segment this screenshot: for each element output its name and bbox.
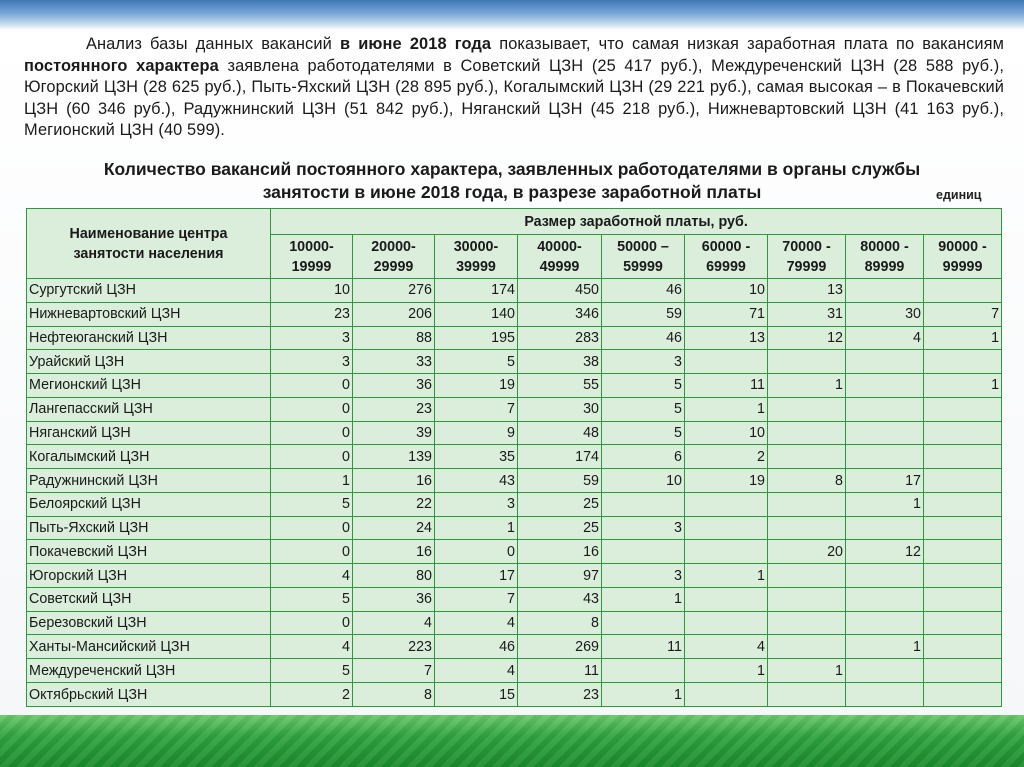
value-cell: 55 [518, 374, 602, 398]
value-cell [924, 564, 1002, 588]
value-cell: 4 [685, 635, 768, 659]
value-cell: 43 [518, 587, 602, 611]
value-cell: 17 [846, 469, 924, 493]
center-name-cell: Советский ЦЗН [27, 587, 271, 611]
value-cell: 5 [602, 421, 685, 445]
value-cell: 30 [846, 302, 924, 326]
table-row [27, 635, 1002, 659]
table-row [27, 587, 1002, 611]
value-cell: 13 [768, 279, 846, 303]
value-cell: 7 [435, 397, 518, 421]
center-name-cell: Няганский ЦЗН [27, 421, 271, 445]
value-cell [924, 469, 1002, 493]
value-cell [924, 683, 1002, 707]
value-cell: 11 [602, 635, 685, 659]
value-cell: 4 [435, 611, 518, 635]
value-cell: 39 [353, 421, 435, 445]
value-cell: 80 [353, 564, 435, 588]
value-cell: 1 [602, 683, 685, 707]
value-cell: 0 [271, 397, 353, 421]
value-cell: 1 [685, 659, 768, 683]
center-name-cell: Сургутский ЦЗН [27, 279, 271, 303]
value-cell: 450 [518, 279, 602, 303]
value-cell: 174 [435, 279, 518, 303]
value-cell: 8 [518, 611, 602, 635]
center-name-cell: Лангепасский ЦЗН [27, 397, 271, 421]
value-cell: 8 [353, 683, 435, 707]
value-cell: 1 [685, 564, 768, 588]
value-cell [924, 587, 1002, 611]
value-cell: 8 [768, 469, 846, 493]
value-cell: 10 [685, 421, 768, 445]
value-cell [924, 516, 1002, 540]
center-name-cell: Урайский ЦЗН [27, 350, 271, 374]
value-cell: 1 [846, 635, 924, 659]
value-cell [602, 492, 685, 516]
value-cell: 4 [271, 564, 353, 588]
value-cell: 1 [685, 397, 768, 421]
range-header [685, 235, 768, 279]
table-row [27, 564, 1002, 588]
center-name-cell: Покачевский ЦЗН [27, 540, 271, 564]
value-cell: 3 [602, 350, 685, 374]
value-cell: 6 [602, 445, 685, 469]
value-cell: 24 [353, 516, 435, 540]
center-name-cell: Югорский ЦЗН [27, 564, 271, 588]
value-cell: 15 [435, 683, 518, 707]
unit-note: единиц [936, 188, 982, 202]
range-to: 89999 [864, 258, 905, 275]
value-cell: 283 [518, 326, 602, 350]
value-cell: 0 [271, 540, 353, 564]
value-cell: 1 [924, 326, 1002, 350]
table-row [27, 540, 1002, 564]
value-cell: 2 [271, 683, 353, 707]
value-cell: 11 [518, 659, 602, 683]
value-cell [768, 683, 846, 707]
value-cell: 12 [846, 540, 924, 564]
value-cell: 59 [602, 302, 685, 326]
range-from: 30000- [453, 238, 499, 255]
value-cell: 0 [271, 374, 353, 398]
value-cell [846, 587, 924, 611]
value-cell: 16 [353, 469, 435, 493]
center-name-cell: Ханты-Мансийский ЦЗН [27, 635, 271, 659]
value-cell [924, 492, 1002, 516]
center-name-cell: Когалымский ЦЗН [27, 445, 271, 469]
value-cell: 140 [435, 302, 518, 326]
table-row [27, 350, 1002, 374]
value-cell: 20 [768, 540, 846, 564]
range-from: 60000 - [701, 238, 751, 255]
value-cell [602, 611, 685, 635]
value-cell [768, 397, 846, 421]
value-cell: 46 [602, 326, 685, 350]
top-decorative-band [0, 0, 1024, 30]
value-cell: 2 [685, 445, 768, 469]
value-cell: 97 [518, 564, 602, 588]
value-cell [924, 659, 1002, 683]
value-cell [685, 540, 768, 564]
table-row [27, 397, 1002, 421]
value-cell: 71 [685, 302, 768, 326]
value-cell: 0 [271, 516, 353, 540]
value-cell: 17 [435, 564, 518, 588]
range-header [924, 235, 1002, 279]
range-header [602, 235, 685, 279]
value-cell: 25 [518, 492, 602, 516]
value-cell: 10 [685, 279, 768, 303]
value-cell: 5 [271, 659, 353, 683]
range-from: 80000 - [860, 238, 909, 255]
range-from: 50000 – [617, 238, 669, 255]
range-to: 19999 [291, 258, 332, 275]
value-cell: 3 [602, 516, 685, 540]
range-header [271, 235, 353, 279]
intro-text-2: показывает, что самая низкая заработная плата по вакансиям [491, 35, 1004, 53]
value-cell [924, 421, 1002, 445]
value-cell [924, 279, 1002, 303]
salary-group-header: Размер заработной платы, руб. [271, 209, 1002, 235]
value-cell: 0 [271, 445, 353, 469]
range-header [768, 235, 846, 279]
value-cell [685, 587, 768, 611]
value-cell: 0 [271, 611, 353, 635]
table-row [27, 469, 1002, 493]
value-cell: 36 [353, 587, 435, 611]
value-cell [846, 397, 924, 421]
value-cell: 46 [602, 279, 685, 303]
value-cell: 12 [768, 326, 846, 350]
value-cell: 25 [518, 516, 602, 540]
intro-bold-type: постоянного характера [24, 56, 219, 75]
table-title [24, 158, 1000, 204]
value-cell [685, 350, 768, 374]
table-row [27, 445, 1002, 469]
value-cell: 10 [271, 279, 353, 303]
value-cell: 3 [271, 350, 353, 374]
value-cell: 23 [271, 302, 353, 326]
value-cell: 4 [846, 326, 924, 350]
range-to: 69999 [706, 258, 746, 275]
value-cell: 139 [353, 445, 435, 469]
vacancies-table [26, 208, 1002, 707]
value-cell: 1 [846, 492, 924, 516]
value-cell: 38 [518, 350, 602, 374]
value-cell: 23 [353, 397, 435, 421]
center-name-cell: Березовский ЦЗН [27, 611, 271, 635]
value-cell: 5 [602, 374, 685, 398]
value-cell [768, 587, 846, 611]
value-cell [924, 635, 1002, 659]
value-cell: 30 [518, 397, 602, 421]
range-header [435, 235, 518, 279]
value-cell: 7 [353, 659, 435, 683]
value-cell: 7 [924, 302, 1002, 326]
value-cell: 5 [271, 587, 353, 611]
range-header [846, 235, 924, 279]
value-cell: 4 [435, 659, 518, 683]
value-cell [685, 492, 768, 516]
value-cell: 346 [518, 302, 602, 326]
range-to: 49999 [539, 258, 580, 275]
value-cell [602, 540, 685, 564]
value-cell: 31 [768, 302, 846, 326]
name-column-header [27, 209, 271, 279]
range-from: 90000 - [938, 238, 987, 255]
table-row [27, 326, 1002, 350]
value-cell: 1 [602, 587, 685, 611]
value-cell [846, 421, 924, 445]
value-cell: 0 [435, 540, 518, 564]
value-cell: 4 [271, 635, 353, 659]
range-to: 29999 [373, 258, 414, 275]
value-cell [685, 611, 768, 635]
value-cell [846, 279, 924, 303]
value-cell: 35 [435, 445, 518, 469]
value-cell [768, 350, 846, 374]
value-cell: 276 [353, 279, 435, 303]
value-cell [768, 611, 846, 635]
intro-paragraph [24, 34, 1004, 142]
value-cell: 4 [353, 611, 435, 635]
value-cell [846, 611, 924, 635]
value-cell: 7 [435, 587, 518, 611]
table-body [27, 279, 1002, 707]
value-cell: 22 [353, 492, 435, 516]
value-cell [685, 683, 768, 707]
value-cell [924, 397, 1002, 421]
value-cell [846, 659, 924, 683]
value-cell: 223 [353, 635, 435, 659]
value-cell: 3 [271, 326, 353, 350]
range-from: 10000- [289, 238, 334, 255]
value-cell [846, 445, 924, 469]
intro-bold-date: в июне 2018 года [339, 35, 492, 53]
value-cell: 59 [518, 469, 602, 493]
center-name-cell: Нижневартовский ЦЗН [27, 302, 271, 326]
value-cell: 1 [924, 374, 1002, 398]
value-cell: 174 [518, 445, 602, 469]
center-name-cell: Пыть-Яхский ЦЗН [27, 516, 271, 540]
center-name-cell: Нефтеюганский ЦЗН [27, 326, 271, 350]
range-from: 40000- [537, 238, 582, 255]
value-cell: 3 [602, 564, 685, 588]
table-row [27, 374, 1002, 398]
range-header [353, 235, 435, 279]
value-cell [924, 611, 1002, 635]
value-cell: 48 [518, 421, 602, 445]
value-cell: 11 [685, 374, 768, 398]
value-cell: 88 [353, 326, 435, 350]
value-cell [768, 421, 846, 445]
table-row [27, 302, 1002, 326]
value-cell [768, 516, 846, 540]
value-cell: 16 [518, 540, 602, 564]
value-cell: 5 [271, 492, 353, 516]
value-cell [846, 564, 924, 588]
value-cell [768, 445, 846, 469]
table-row [27, 279, 1002, 303]
value-cell [846, 350, 924, 374]
value-cell: 43 [435, 469, 518, 493]
value-cell [602, 659, 685, 683]
value-cell: 1 [435, 516, 518, 540]
value-cell [685, 516, 768, 540]
bottom-decorative-band [0, 715, 1024, 767]
value-cell [924, 445, 1002, 469]
value-cell: 16 [353, 540, 435, 564]
value-cell: 23 [518, 683, 602, 707]
value-cell: 1 [271, 469, 353, 493]
value-cell: 1 [768, 659, 846, 683]
center-name-cell: Белоярский ЦЗН [27, 492, 271, 516]
range-from: 70000 - [782, 238, 831, 255]
value-cell: 206 [353, 302, 435, 326]
range-to: 59999 [623, 258, 663, 275]
range-to: 99999 [942, 258, 983, 275]
value-cell: 9 [435, 421, 518, 445]
value-cell: 19 [435, 374, 518, 398]
center-name-cell: Мегионский ЦЗН [27, 374, 271, 398]
value-cell: 13 [685, 326, 768, 350]
table-row [27, 492, 1002, 516]
table-row [27, 516, 1002, 540]
table-title-line-1: Количество вакансий постоянного характера, заявленных работодателями в органы службы [103, 159, 921, 179]
value-cell: 269 [518, 635, 602, 659]
value-cell: 10 [602, 469, 685, 493]
center-name-cell: Радужнинский ЦЗН [27, 469, 271, 493]
value-cell [924, 350, 1002, 374]
value-cell [846, 516, 924, 540]
value-cell: 195 [435, 326, 518, 350]
value-cell [924, 540, 1002, 564]
value-cell: 36 [353, 374, 435, 398]
value-cell: 5 [602, 397, 685, 421]
table-title-line-2: занятости в июне 2018 года, в разрезе заработной платы [262, 182, 762, 202]
value-cell: 33 [353, 350, 435, 374]
value-cell: 19 [685, 469, 768, 493]
value-cell [846, 683, 924, 707]
range-from: 20000- [371, 238, 416, 255]
intro-text-3: заявлена работодателями в Советский ЦЗН (25 417 руб.), Междуреченский ЦЗН (28 588 руб.), Югорский ЦЗН (28 625 руб.), Пыть-Яхский ЦЗН (28 895 руб.), Когалымский ЦЗН (29 221 руб.), самая высокая – в Покачевский ЦЗН (60 346 руб.), Радужнинский ЦЗН (51 842 руб.), Няганский ЦЗН (45 218 руб.), Нижневартовский ЦЗН (41 163 руб.), Мегионский ЦЗН (40 599). [24, 56, 1004, 139]
range-to: 39999 [456, 258, 496, 275]
value-cell: 46 [435, 635, 518, 659]
table-row [27, 421, 1002, 445]
value-cell: 1 [768, 374, 846, 398]
value-cell [846, 374, 924, 398]
intro-text-1: Анализ базы данных вакансий [86, 35, 340, 53]
value-cell: 0 [271, 421, 353, 445]
value-cell [768, 492, 846, 516]
table-row [27, 659, 1002, 683]
table-row [27, 683, 1002, 707]
name-column-header-label: Наименование центра занятости населения [69, 225, 228, 262]
value-cell: 5 [435, 350, 518, 374]
range-header [518, 235, 602, 279]
value-cell: 3 [435, 492, 518, 516]
value-cell [768, 564, 846, 588]
value-cell [768, 635, 846, 659]
table-row [27, 611, 1002, 635]
center-name-cell: Междуреченский ЦЗН [27, 659, 271, 683]
center-name-cell: Октябрьский ЦЗН [27, 683, 271, 707]
range-to: 79999 [786, 258, 827, 275]
